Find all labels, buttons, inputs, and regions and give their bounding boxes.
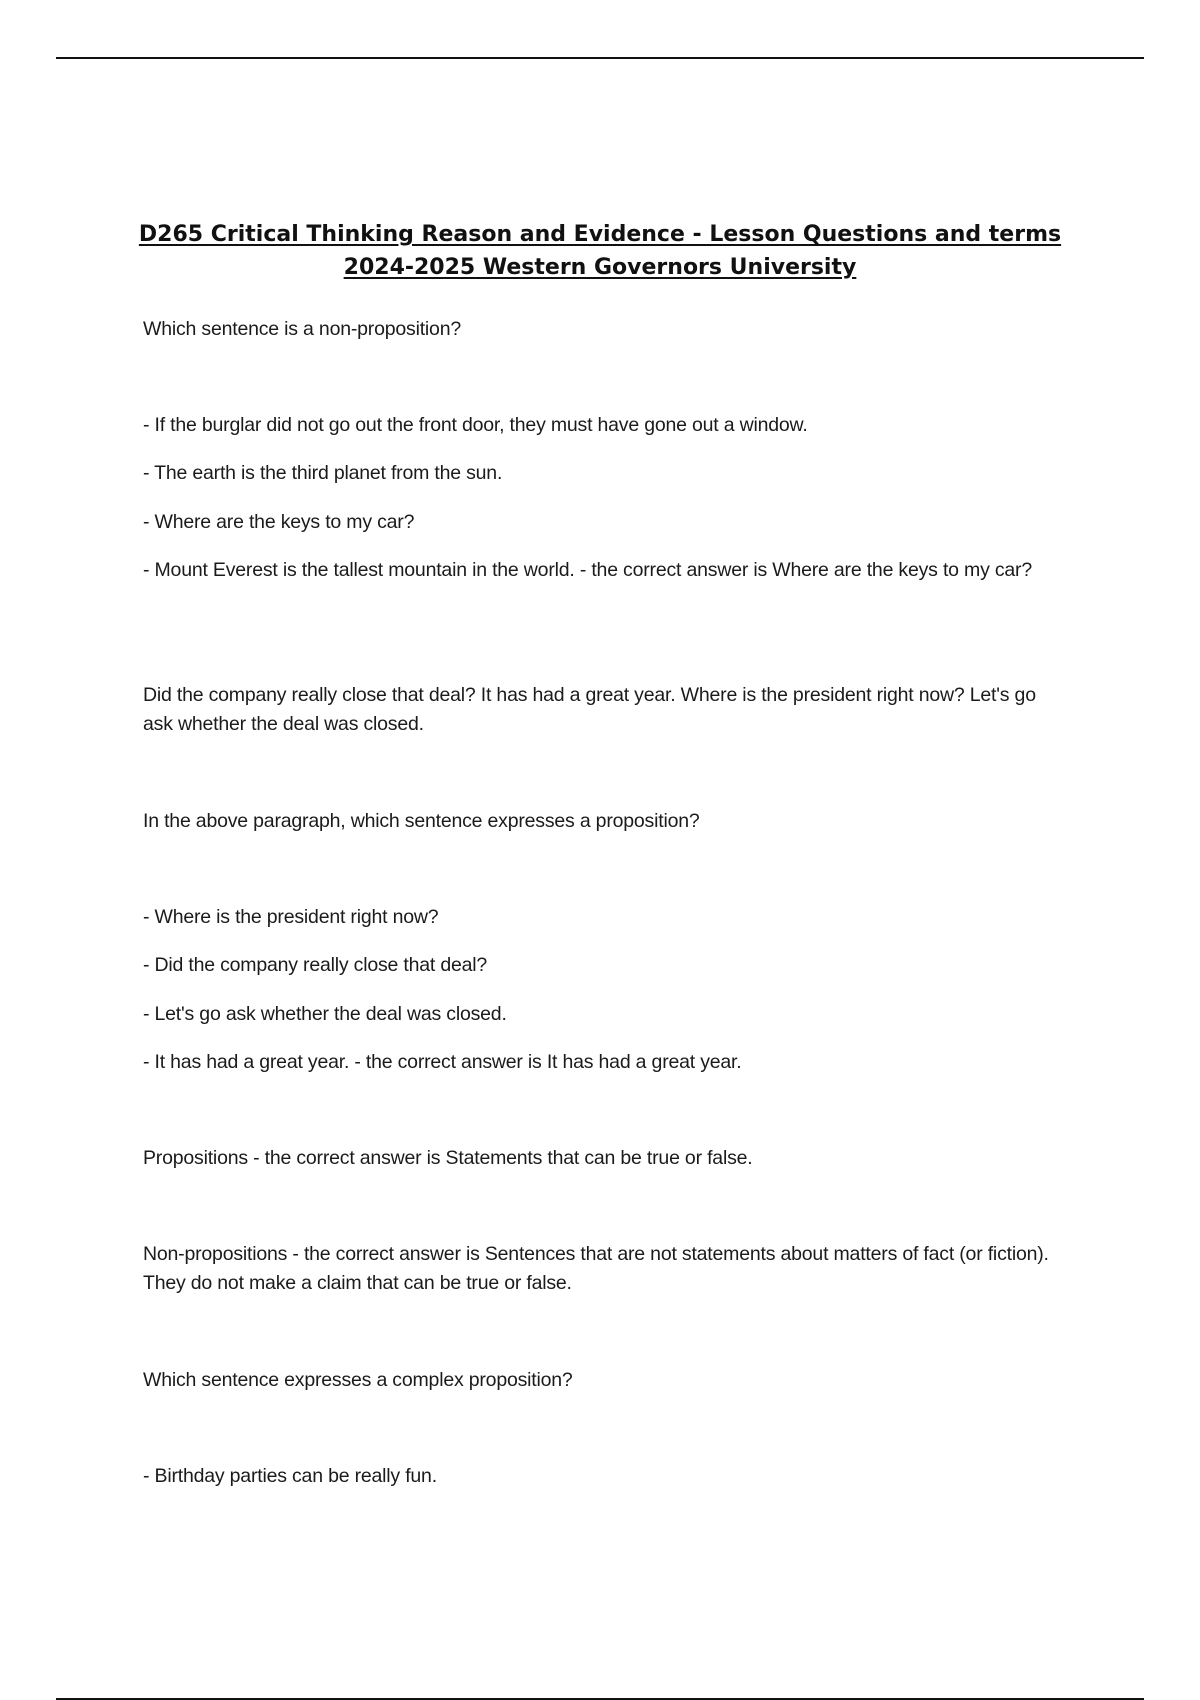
option-2d-answer: - It has had a great year. - the correct answer is It has had a great year. bbox=[143, 1051, 742, 1073]
term-propositions: Propositions - the correct answer is Statements that can be true or false. bbox=[143, 1147, 753, 1169]
option-1d-answer: - Mount Everest is the tallest mountain in the world. - the correct answer is Where are the keys to my car? bbox=[143, 559, 1032, 581]
option-2b: - Did the company really close that deal? bbox=[143, 954, 488, 976]
passage: Did the company really close that deal? It has had a great year. Where is the president right now? Let's go ask whether the deal was closed. bbox=[143, 684, 1036, 735]
question-2: In the above paragraph, which sentence expresses a proposition? bbox=[143, 810, 700, 832]
option-1a: - If the burglar did not go out the front door, they must have gone out a window. bbox=[143, 414, 808, 436]
option-2a: - Where is the president right now? bbox=[143, 906, 439, 928]
document-title: D265 Critical Thinking Reason and Evidence - Lesson Questions and terms 2024-2025 Western Governors University bbox=[138, 222, 1062, 280]
top-rule bbox=[56, 57, 1144, 59]
term-non-propositions: Non-propositions - the correct answer is Sentences that are not statements about matters of fact (or fiction). They do not make a claim that can be true or false. bbox=[143, 1243, 1049, 1294]
option-2c: - Let's go ask whether the deal was closed. bbox=[143, 1003, 507, 1025]
option-3a: - Birthday parties can be really fun. bbox=[143, 1465, 437, 1487]
option-1c: - Where are the keys to my car? bbox=[143, 511, 415, 533]
question-1: Which sentence is a non-proposition? bbox=[143, 318, 461, 340]
question-3: Which sentence expresses a complex proposition? bbox=[143, 1369, 573, 1391]
option-1b: - The earth is the third planet from the sun. bbox=[143, 462, 503, 484]
